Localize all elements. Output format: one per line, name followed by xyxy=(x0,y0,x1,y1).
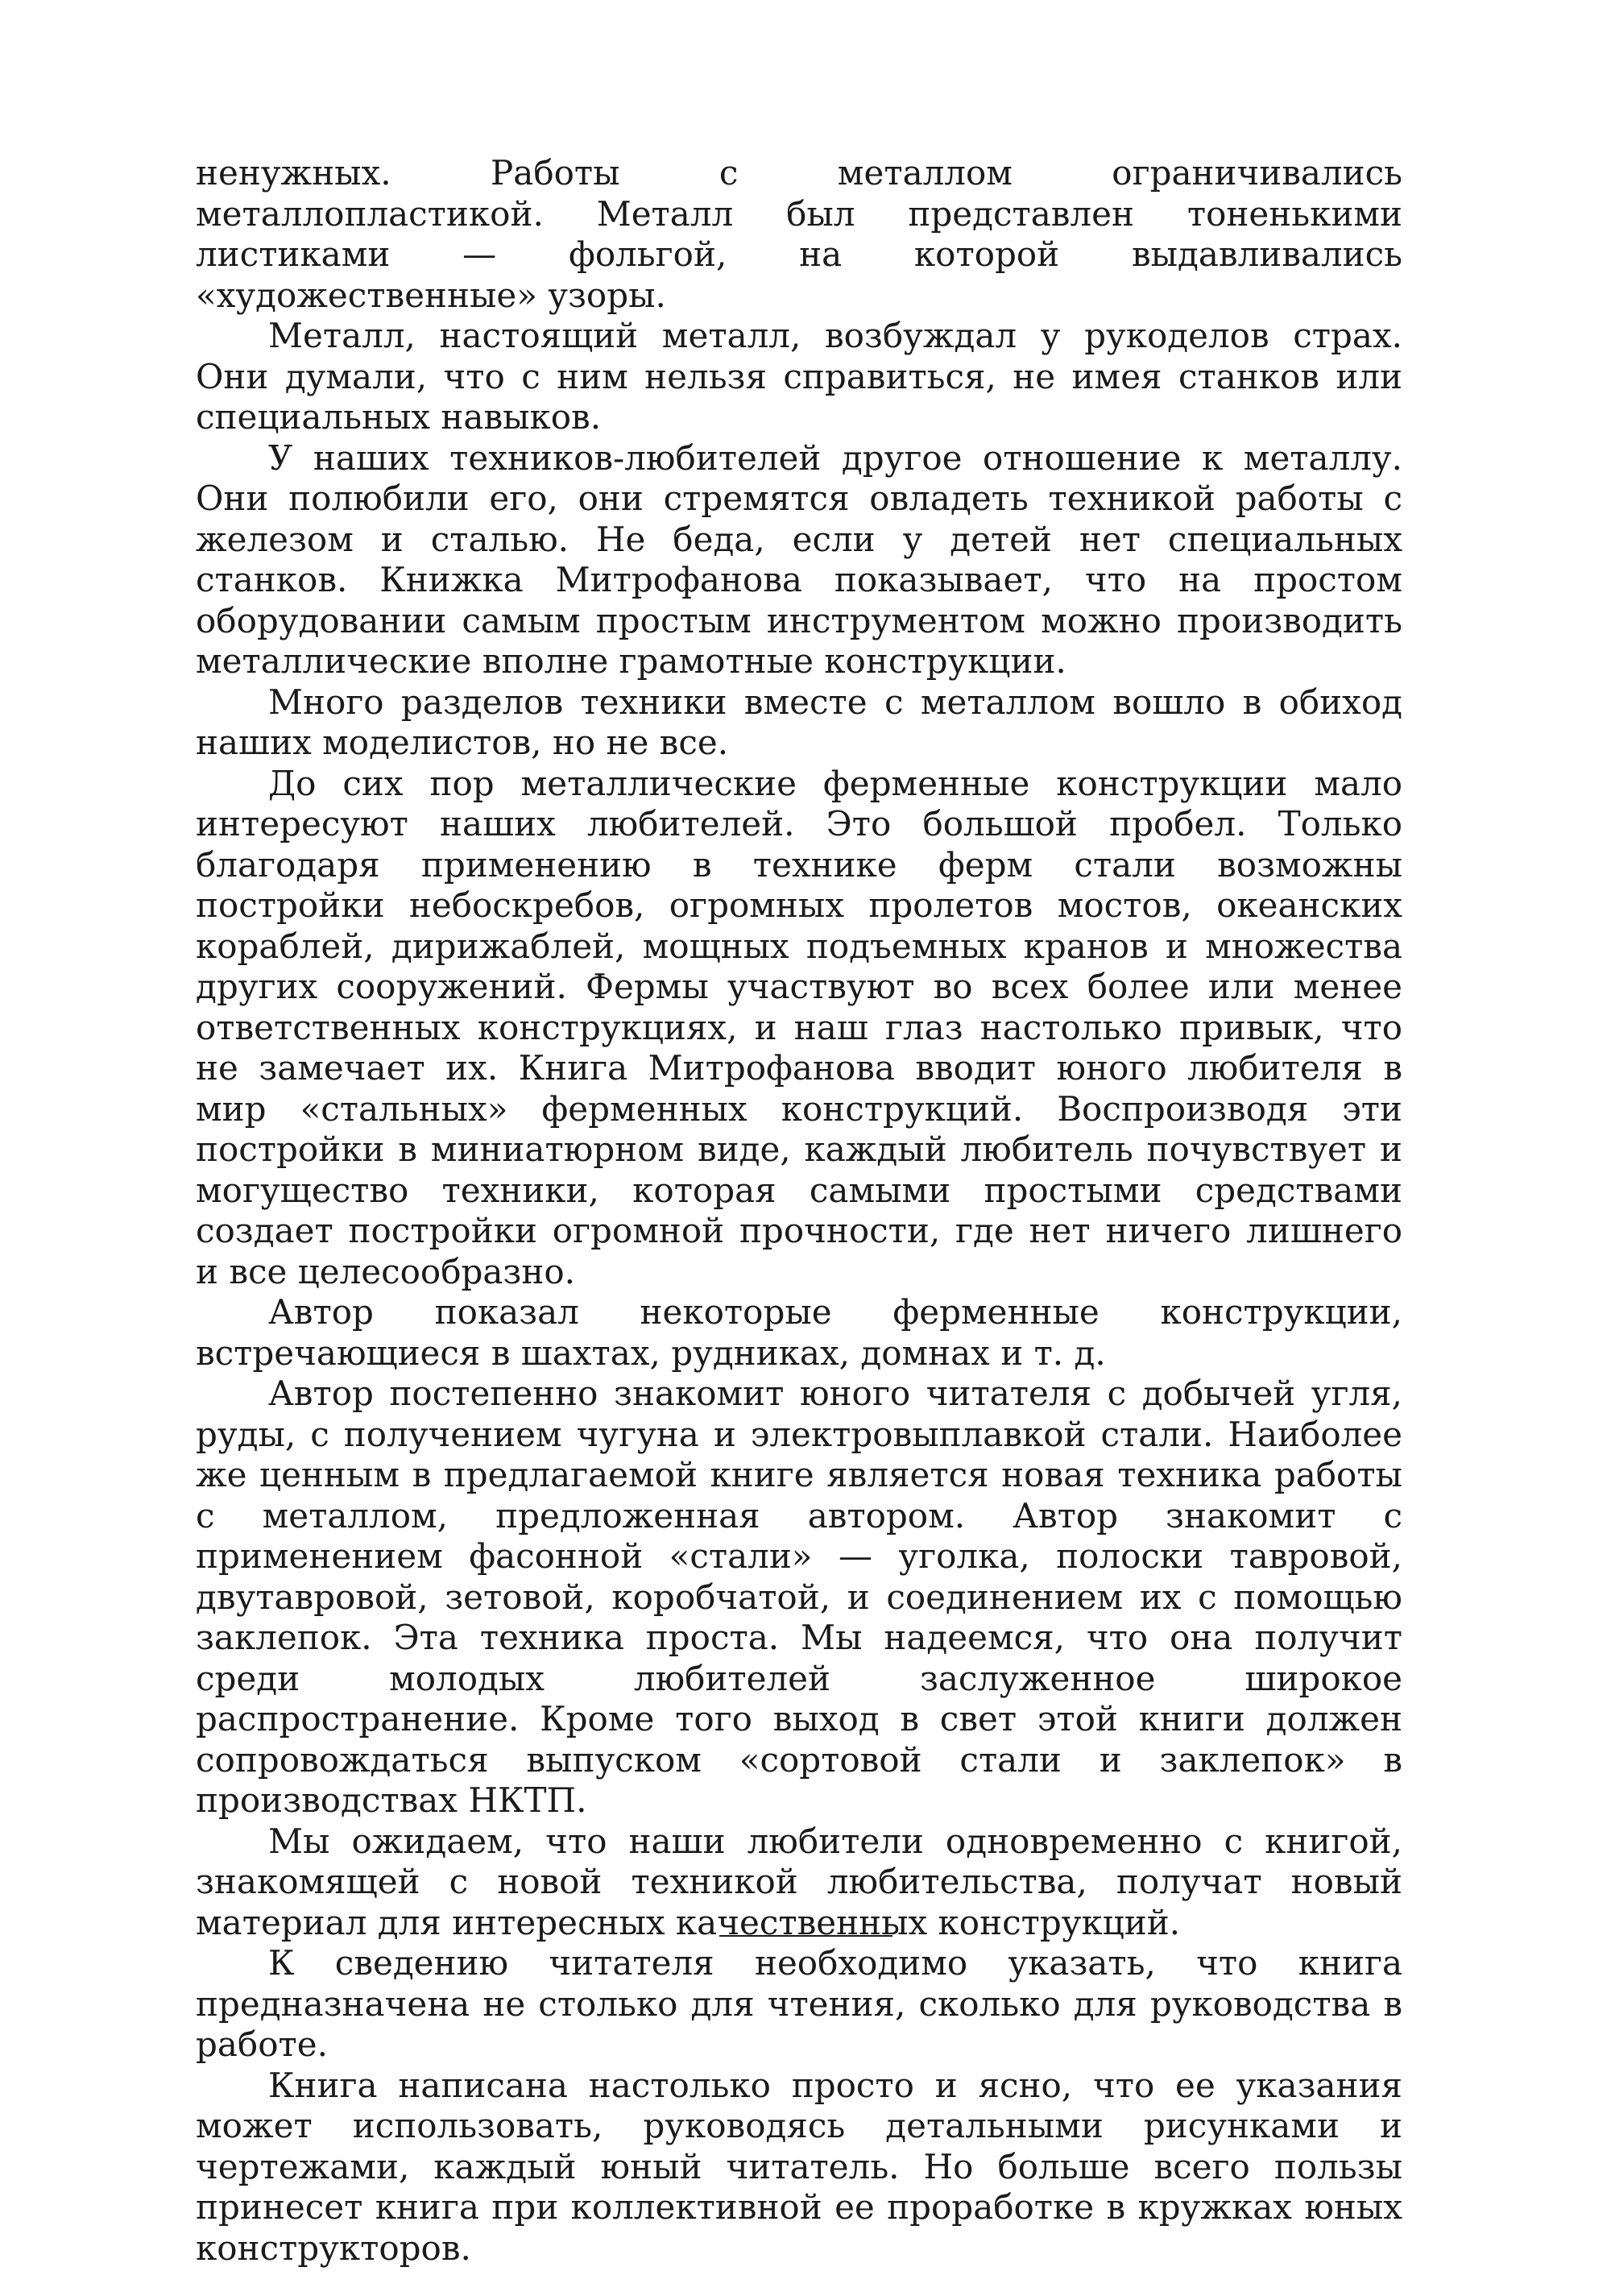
paragraph: Автор показал некоторые ферменные конструкции, встречающиеся в шахтах, рудниках, домнах и т. д. xyxy=(196,1292,1402,1373)
paragraph: До сих пор металлические ферменные конструкции мало интересуют наших любителей. Это большой пробел. Только благодаря применению в технике ферм стали возможны постройки небоскребов, огромных пролетов мостов, океанских кораблей, дирижаблей, мощных подъемных кранов и множества других сооружений. Фермы участвуют во всех более или менее ответственных конструкциях, и наш глаз настолько привык, что не замечает их. Книга Митрофанова вводит юного любителя в мир «стальных» ферменных конструкций. Воспроизводя эти постройки в миниатюрном виде, каждый любитель почувствует и могущество техники, которая самыми простыми средствами создает постройки огромной прочности, где нет ничего лишнего и все целесообразно. xyxy=(196,763,1402,1291)
paragraph: Мы ожидаем, что наши любители одновременно с книгой, знакомящей с новой техникой любительства, получат новый материал для интересных качественных конструкций. xyxy=(196,1821,1402,1942)
paragraph-continuation: ненужных. Работы с металлом ограничивались металлопластикой. Металл был представлен тоненькими листиками — фольгой, на которой выдавливались «художественные» узоры. xyxy=(196,153,1402,315)
paragraph: Много разделов техники вместе с металлом вошло в обиход наших моделистов, но не все. xyxy=(196,682,1402,762)
paragraph: Книга написана настолько просто и ясно, что ее указания может использовать, руководясь детальными рисунками и чертежами, каждый юный читатель. Но больше всего пользы принесет книга при коллективной ее проработке в кружках юных конструкторов. xyxy=(196,2065,1402,2268)
body-text xyxy=(196,153,1402,2269)
end-rule-divider xyxy=(719,1935,892,1937)
paragraph: У наших техников-любителей другое отношение к металлу. Они полюбили его, они стремятся овладеть техникой работы с железом и сталью. Не беда, если у детей нет специальных станков. Книжка Митрофанова показывает, что на простом оборудовании самым простым инструментом можно производить металлические вполне грамотные конструкции. xyxy=(196,437,1402,681)
paragraph: Автор постепенно знакомит юного читателя с добычей угля, руды, с получением чугуна и электровыплавкой стали. Наиболее же ценным в предлагаемой книге является новая техника работы с металлом, предложенная автором. Автор знакомит с применением фасонной «стали» — уголка, полоски тавровой, двутавровой, зетовой, коробчатой, и соединением их с помощью заклепок. Эта техника проста. Мы надеемся, что она получит среди молодых любителей заслуженное широкое распространение. Кроме того выход в свет этой книги должен сопровождаться выпуском «сортовой стали и заклепок» в производствах НКТП. xyxy=(196,1374,1402,1820)
paragraph: Металл, настоящий металл, возбуждал у рукоделов страх. Они думали, что с ним нельзя справиться, не имея станков или специальных навыков. xyxy=(196,316,1402,437)
paragraph: К сведению читателя необходимо указать, что книга предназначена не столько для чтения, сколько для руководства в работе. xyxy=(196,1943,1402,2064)
